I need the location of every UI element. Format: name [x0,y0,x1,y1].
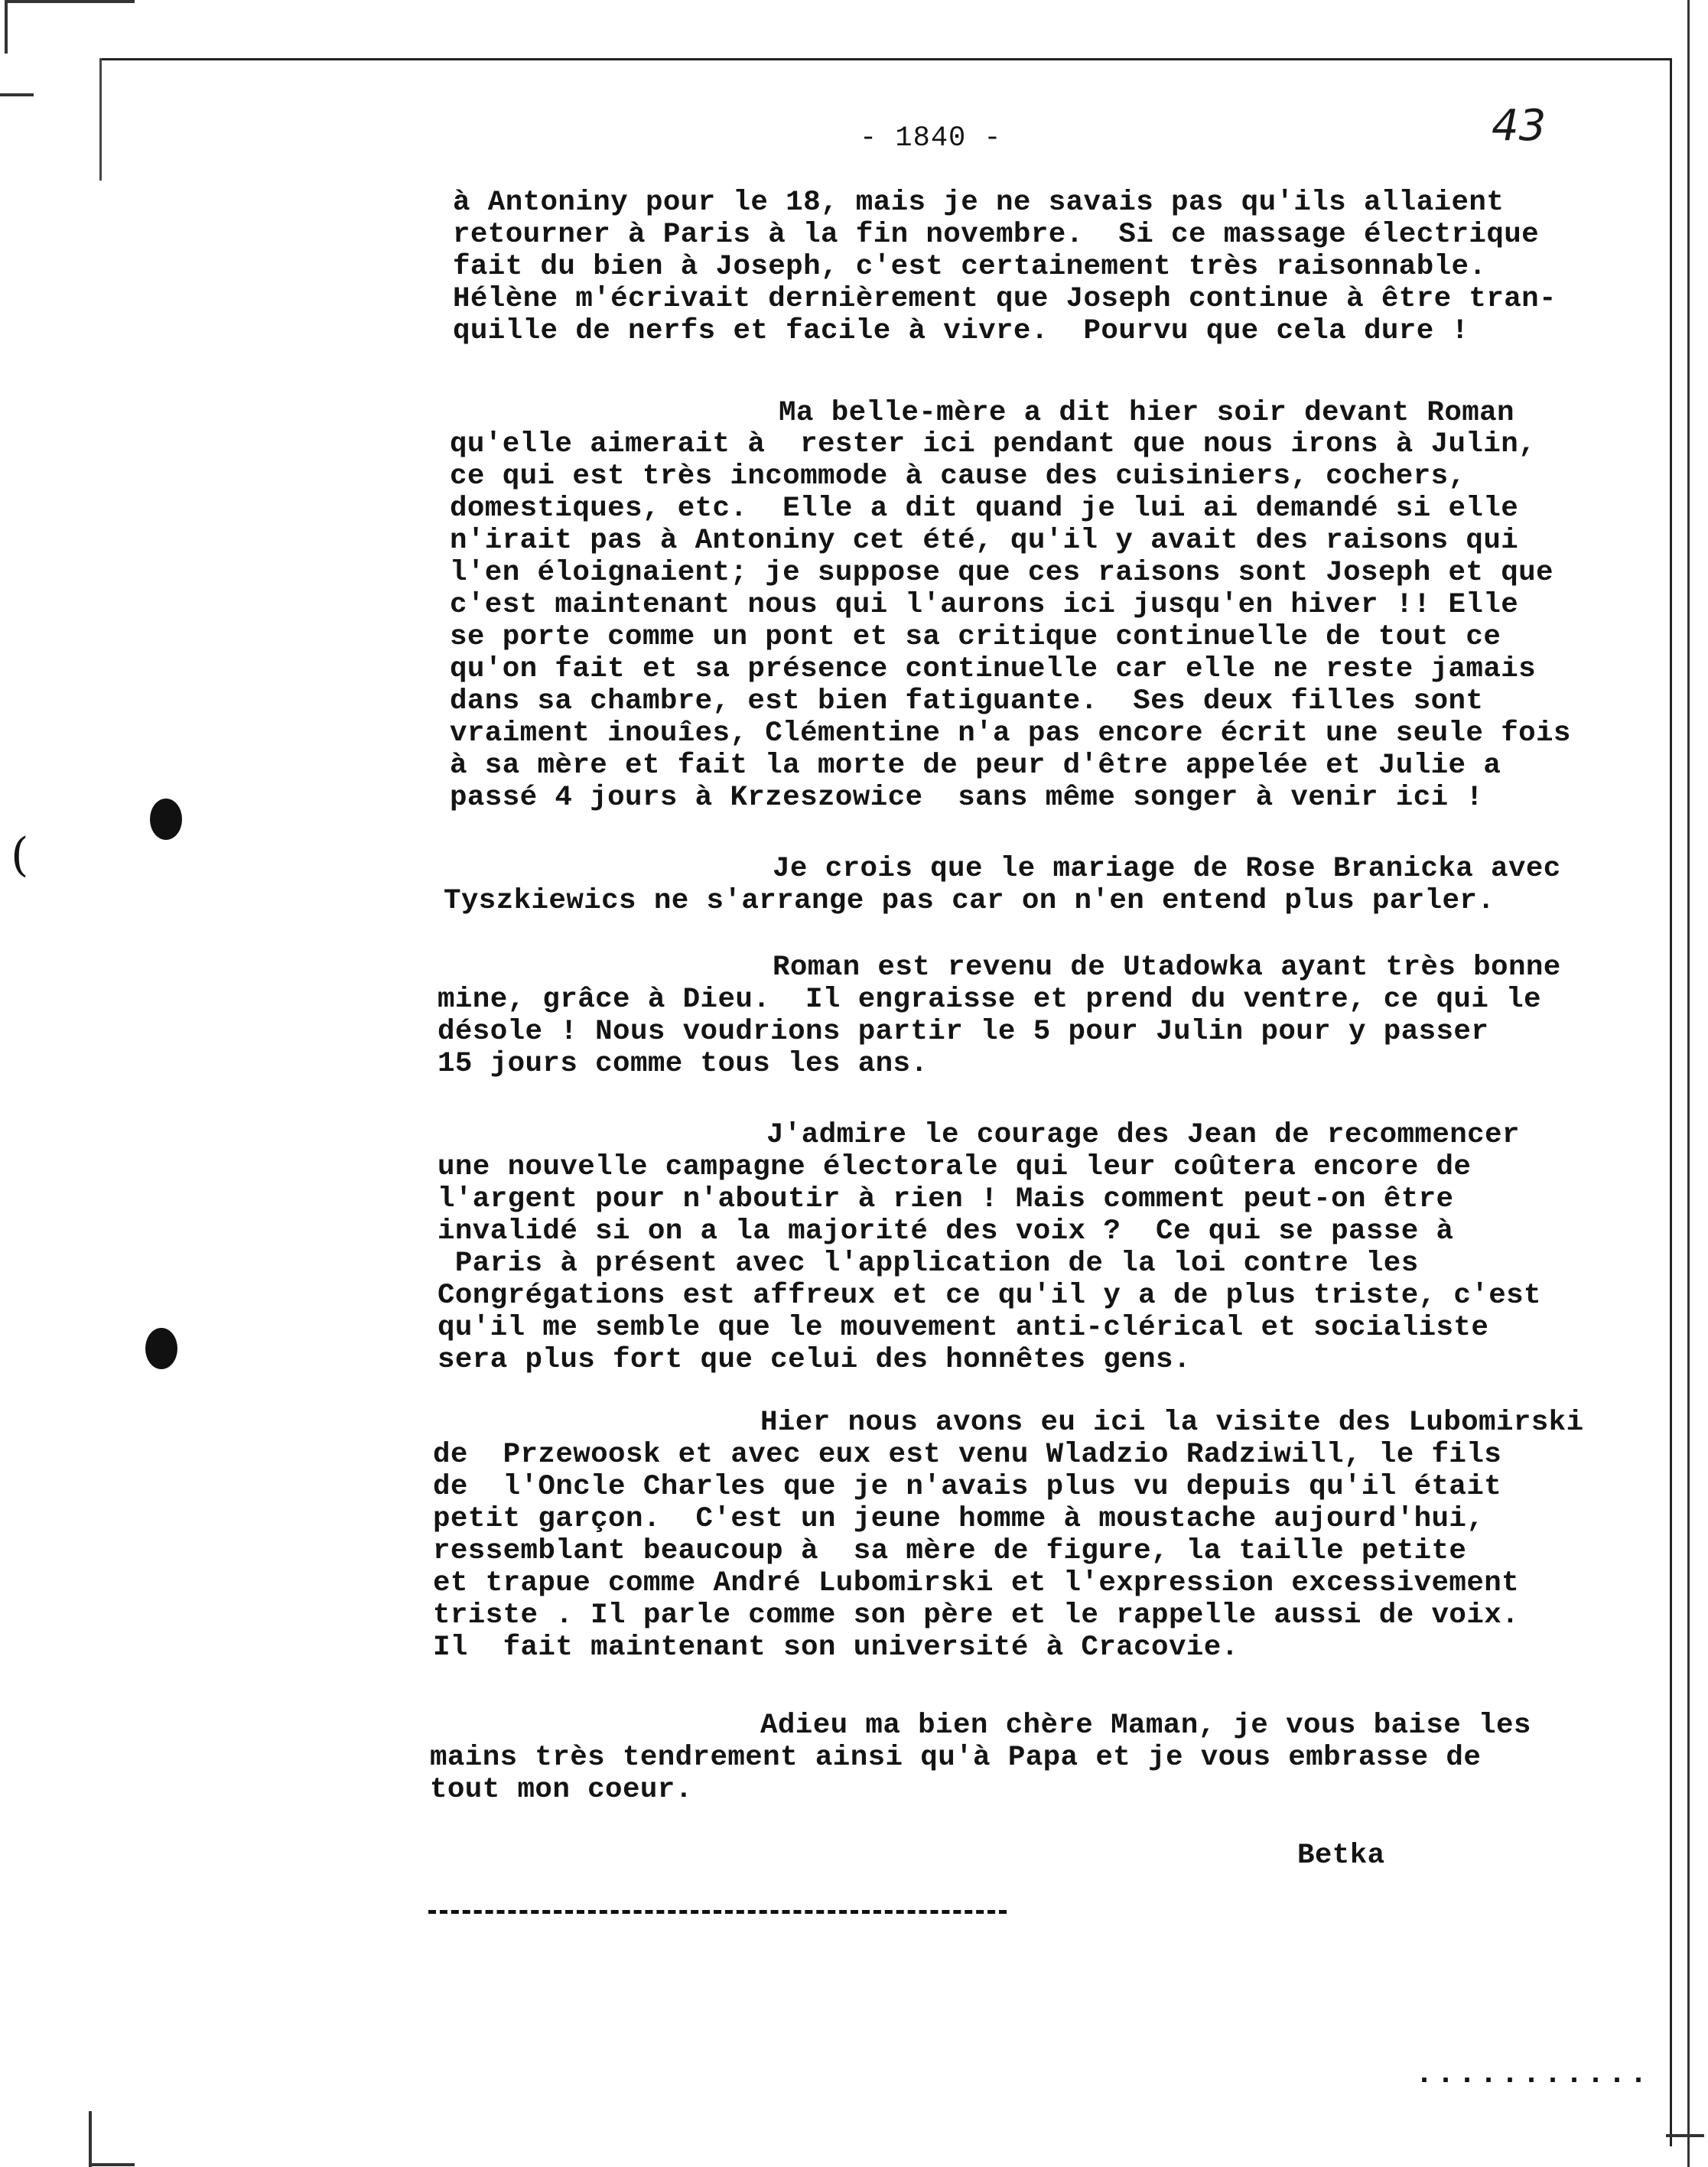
text-line: triste . Il parle comme son père et le rappelle aussi de voix. [433,1599,1520,1632]
text-line: Paris à présent avec l'application de la loi contre les [438,1248,1419,1280]
text-line: Il fait maintenant son université à Cracovie. [433,1632,1239,1664]
text-line: mains très tendrement ainsi qu'à Papa et je vous embrasse de [430,1742,1482,1774]
footer-dots: ........... [1415,2058,1651,2092]
text-line: l'en éloignaient; je suppose que ces raisons sont Joseph et que [450,557,1553,589]
text-line: qu'elle aimerait à rester ici pendant que nous irons à Julin, [450,428,1537,460]
text-line: Roman est revenu de Utadowka ayant très bonne [773,952,1561,984]
text-line: ce qui est très incommode à cause des cuisiniers, cochers, [450,460,1466,493]
sheet-top-edge [99,58,1671,60]
punch-hole [150,799,182,840]
separator-rule [428,1910,1007,1914]
scan-edge-tick [0,93,34,96]
text-line: Je crois que le mariage de Rose Branicka avec [773,853,1561,885]
scan-corner-mark [1666,2134,1704,2137]
signature: Betka [1297,1840,1385,1872]
text-line: Congrégations est affreux et ce qu'il y a de plus triste, c'est [438,1280,1541,1312]
sheet-left-edge [99,58,102,181]
punch-hole [145,1328,177,1369]
text-line: n'irait pas à Antoniny cet été, qu'il y avait des raisons qui [450,525,1519,557]
text-line: de Przewoosk et avec eux est venu Wladzio Radziwill, le fils [433,1439,1502,1471]
text-line: qu'on fait et sa présence continuelle car elle ne reste jamais [450,653,1537,685]
text-line: Tyszkiewics ne s'arrange pas car on n'en entend plus parler. [444,885,1495,917]
scan-corner-mark [89,2163,135,2166]
text-line: sera plus fort que celui des honnêtes gens. [438,1344,1191,1376]
text-line: petit garçon. C'est un jeune homme à moustache aujourd'hui, [433,1503,1485,1535]
scan-corner-mark [5,0,135,3]
text-line: Ma belle-mère a dit hier soir devant Roman [779,397,1514,429]
text-line: mine, grâce à Dieu. Il engraisse et prend du ventre, ce qui le [438,984,1541,1016]
text-line: 15 jours comme tous les ans. [438,1048,929,1080]
text-line: fait du bien à Joseph, c'est certainement très raisonnable. [453,251,1487,283]
text-line: à sa mère et fait la morte de peur d'être appelée et Julie a [450,750,1501,782]
text-line: et trapue comme André Lubomirski et l'expression excessivement [433,1567,1520,1599]
text-line: Hier nous avons eu ici la visite des Lubomirski [760,1407,1584,1439]
text-line: se porte comme un pont et sa critique continuelle de tout ce [450,621,1501,653]
text-line: de l'Oncle Charles que je n'avais plus vu depuis qu'il était [433,1471,1502,1503]
text-line: dans sa chambre, est bien fatiguante. Ses deux filles sont [450,685,1484,717]
text-line: tout mon coeur. [430,1774,693,1806]
text-line: Adieu ma bien chère Maman, je vous baise les [760,1710,1531,1742]
scan-corner-mark [89,2111,92,2167]
text-line: domestiques, etc. Elle a dit quand je lui ai demandé si elle [450,493,1519,525]
text-line: Hélène m'écrivait dernièrement que Joseph continue à être tran- [453,283,1557,315]
text-line: l'argent pour n'aboutir à rien ! Mais comment peut-on être [438,1183,1454,1215]
sheet-right-edge [1670,58,1672,2146]
text-line: désole ! Nous voudrions partir le 5 pour Julin pour y passer [438,1016,1489,1048]
scan-right-edge [1687,0,1690,2167]
text-line: J'admire le courage des Jean de recommencer [766,1119,1520,1151]
text-line: quille de nerfs et facile à vivre. Pourvu que cela dure ! [453,315,1469,347]
text-line: invalidé si on a la majorité des voix ? Ce qui se passe à [438,1215,1454,1248]
page-number: - 1840 - [860,122,1002,155]
text-line: à Antoniny pour le 18, mais je ne savais pas qu'ils allaient [453,187,1505,219]
scan-corner-mark [5,0,8,54]
text-line: qu'il me semble que le mouvement anti-clérical et socialiste [438,1312,1489,1344]
text-line: retourner à Paris à la fin novembre. Si ce massage électrique [453,219,1540,251]
text-line: une nouvelle campagne électorale qui leur coûtera encore de [438,1151,1472,1183]
text-line: vraiment inouîes, Clémentine n'a pas encore écrit une seule fois [450,717,1571,750]
text-line: c'est maintenant nous qui l'aurons ici jusqu'en hiver !! Elle [450,589,1519,621]
text-line: ressemblant beaucoup à sa mère de figure, la taille petite [433,1535,1467,1567]
text-line: passé 4 jours à Krzeszowice sans même songer à venir ici ! [450,782,1484,814]
folio-number: 43 [1492,101,1547,151]
scan-margin-mark: ( [11,828,29,882]
